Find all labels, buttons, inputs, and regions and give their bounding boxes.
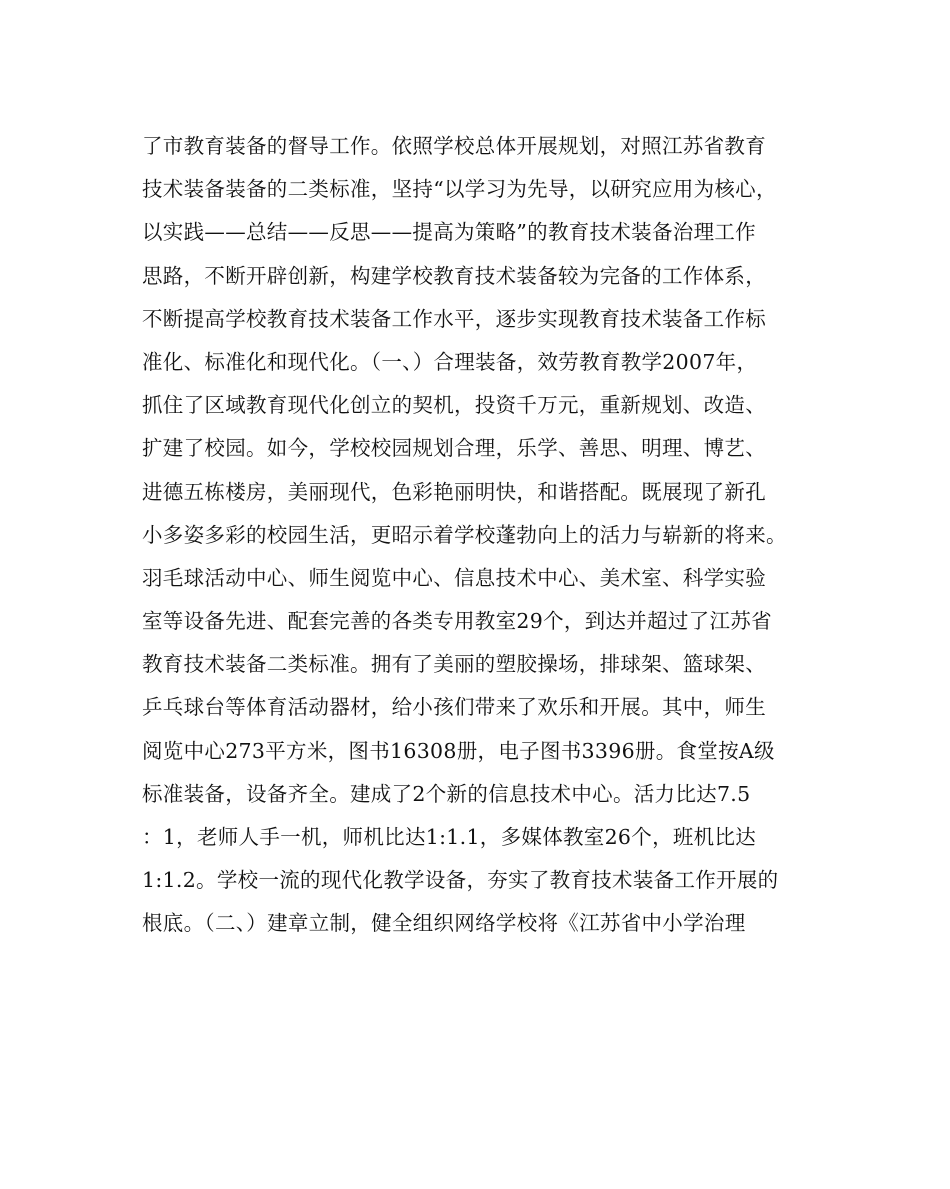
text-line: 小多姿多彩的校园生活，更昭示着学校蓬勃向上的活力与崭新的将来。 [142,522,787,547]
text-line: 根底。（二、）建章立制，健全组织网络学校将《江苏省中小学治理 [142,911,746,936]
text-line: 不断提高学校教育技术装备工作水平，逐步实现教育技术装备工作标 [142,306,766,331]
text-line: 1:1.2。学校一流的现代化教学设备，夯实了教育技术装备工作开展的 [142,868,779,893]
text-line: 准化、标准化和现代化。（一、）合理装备，效劳教育教学2007年， [142,349,758,374]
body-paragraph [142,125,822,946]
text-line: 技术装备装备的二类标准，坚持“以学习为先导，以研究应用为核心， [142,177,777,202]
text-line: ：1，老师人手一机，师机比达1:1.1，多媒体教室26个，班机比达 [142,825,757,849]
text-line: 扩建了校园。如今，学校校园规划合理，乐学、善思、明理、博艺、 [142,436,766,461]
text-line: 室等设备先进、配套完善的各类专用教室29个，到达并超过了江苏省 [142,609,772,634]
text-line: 标准装备，设备齐全。建成了2个新的信息技术中心。活力比达7.5 [142,781,751,806]
text-line: 了市教育装备的督导工作。依照学校总体开展规划，对照江苏省教育 [142,134,766,158]
text-line: 抓住了区域教育现代化创立的契机，投资千万元，重新规划、改造、 [142,393,766,418]
text-line: 羽毛球活动中心、师生阅览中心、信息技术中心、美术室、科学实验 [142,565,766,590]
text-line: 思路，不断开辟创新，构建学校教育技术装备较为完备的工作体系， [142,263,766,288]
text-line: 乒乓球台等体育活动器材，给小孩们带来了欢乐和开展。其中，师生 [142,695,766,720]
text-line: 教育技术装备二类标准。拥有了美丽的塑胶操场，排球架、篮球架、 [142,652,766,677]
text-line: 进德五栋楼房，美丽现代，色彩艳丽明快，和谐搭配。既展现了新孔 [142,479,766,504]
text-line: 阅览中心273平方米，图书16308册，电子图书3396册。食堂按A级 [142,738,775,763]
text-line: 以实践——总结——反思——提高为策略”的教育技术装备治理工作 [142,220,756,245]
